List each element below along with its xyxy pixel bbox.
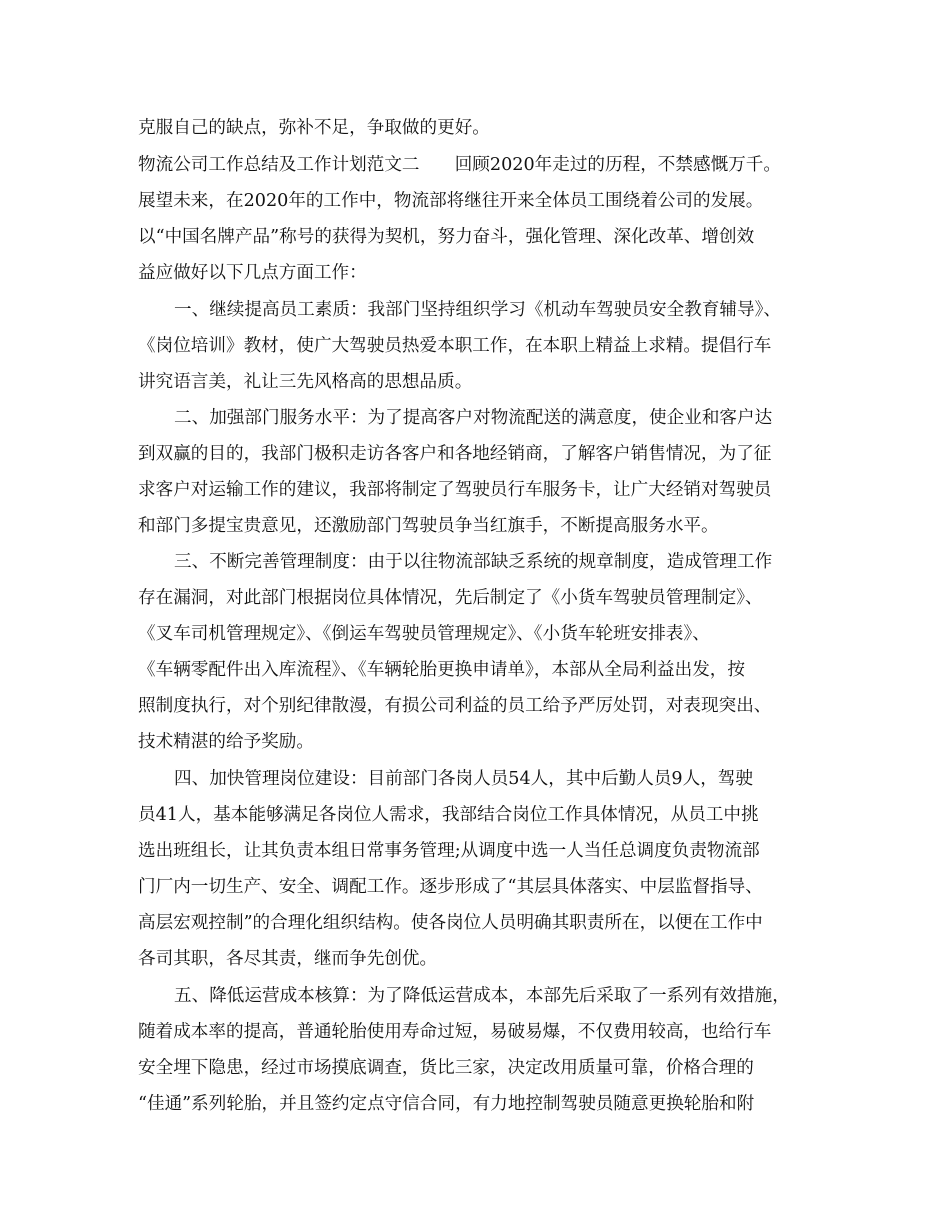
text-line-5: 益应做好以下几点方面工作： bbox=[138, 263, 367, 283]
para5-line-4: “佳通”系列轮胎，并且签约定点守信合同，有力地控制驾驶员随意更换轮胎和附 bbox=[138, 1094, 755, 1114]
text-line-3: 展望未来，在2020年的工作中，物流部将继往开来全体员工围绕着公司的发展。 bbox=[138, 191, 764, 211]
para3-line-5: 照制度执行，对个别纪律散漫，有损公司利益的员工给予严厉处罚，对表现突出、 bbox=[138, 696, 772, 716]
para5-line-3: 安全埋下隐患，经过市场摸底调查，货比三家，决定改用质量可靠，价格合理的 bbox=[138, 1058, 754, 1078]
para1-line-1: 一、继续提高员工素质：我部门坚持组织学习《机动车驾驶员安全教育辅导》、 bbox=[174, 300, 781, 320]
text-line-1: 克服自己的缺点，弥补不足，争取做的更好。 bbox=[138, 118, 490, 138]
para5-line-1: 五、降低运营成本核算：为了降低运营成本，本部先后采取了一系列有效措施， bbox=[174, 986, 790, 1006]
para4-line-6: 各司其职，各尽其责，继而争先创优。 bbox=[138, 949, 438, 969]
para4-line-5: 高层宏观控制”的合理化组织结构。使各岗位人员明确其职责所在，以便在工作中 bbox=[138, 913, 763, 933]
para4-line-2: 员41人，基本能够满足各岗位人需求，我部结合岗位工作具体情况，从员工中挑 bbox=[138, 805, 759, 825]
text-line-2: 物流公司工作总结及工作计划范文二 回顾2020年走过的历程，不禁感慨万千。 bbox=[138, 155, 781, 175]
para4-line-4: 门厂内一切生产、安全、调配工作。逐步形成了“其层具体落实、中层监督指导、 bbox=[138, 877, 763, 897]
para2-line-1: 二、加强部门服务水平：为了提高客户对物流配送的满意度，使企业和客户达 bbox=[174, 408, 773, 428]
para3-line-4: 《车辆零配件出入库流程》、《车辆轮胎更换申请单》，本部从全局利益出发，按 bbox=[138, 660, 745, 680]
para1-line-2: 《岗位培训》教材，使广大驾驶员热爱本职工作，在本职上精益上求精。提倡行车 bbox=[138, 336, 772, 356]
para3-line-3: 《叉车司机管理规定》、《倒运车驾驶员管理规定》、《小货车轮班安排表》、 bbox=[138, 624, 710, 644]
para4-line-3: 选出班组长，让其负责本组日常事务管理;从调度中选一人当任总调度负责物流部 bbox=[138, 841, 760, 861]
text-line-4: 以“中国名牌产品”称号的获得为契机，努力奋斗，强化管理、深化改革、增创效 bbox=[138, 227, 755, 247]
para5-line-2: 随着成本率的提高，普通轮胎使用寿命过短，易破易爆，不仅费用较高，也给行车 bbox=[138, 1022, 772, 1042]
para3-line-6: 技术精湛的给予奖励。 bbox=[138, 732, 314, 752]
para2-line-3: 求客户对运输工作的建议，我部将制定了驾驶员行车服务卡，让广大经销对驾驶员 bbox=[138, 480, 772, 500]
para4-line-1: 四、加快管理岗位建设：目前部门各岗人员54人，其中后勤人员9人，驾驶 bbox=[174, 769, 753, 789]
para2-line-2: 到双赢的目的，我部门极积走访各客户和各地经销商，了解客户销售情况，为了征 bbox=[138, 444, 772, 464]
para1-line-3: 讲究语言美，礼让三先风格高的思想品质。 bbox=[138, 372, 473, 392]
para3-line-1: 三、不断完善管理制度：由于以往物流部缺乏系统的规章制度，造成管理工作 bbox=[174, 552, 773, 572]
para2-line-4: 和部门多提宝贵意见，还激励部门驾驶员争当红旗手，不断提高服务水平。 bbox=[138, 516, 719, 536]
para3-line-2: 存在漏洞，对此部门根据岗位具体情况，先后制定了《小货车驾驶员管理制定》、 bbox=[138, 588, 763, 608]
